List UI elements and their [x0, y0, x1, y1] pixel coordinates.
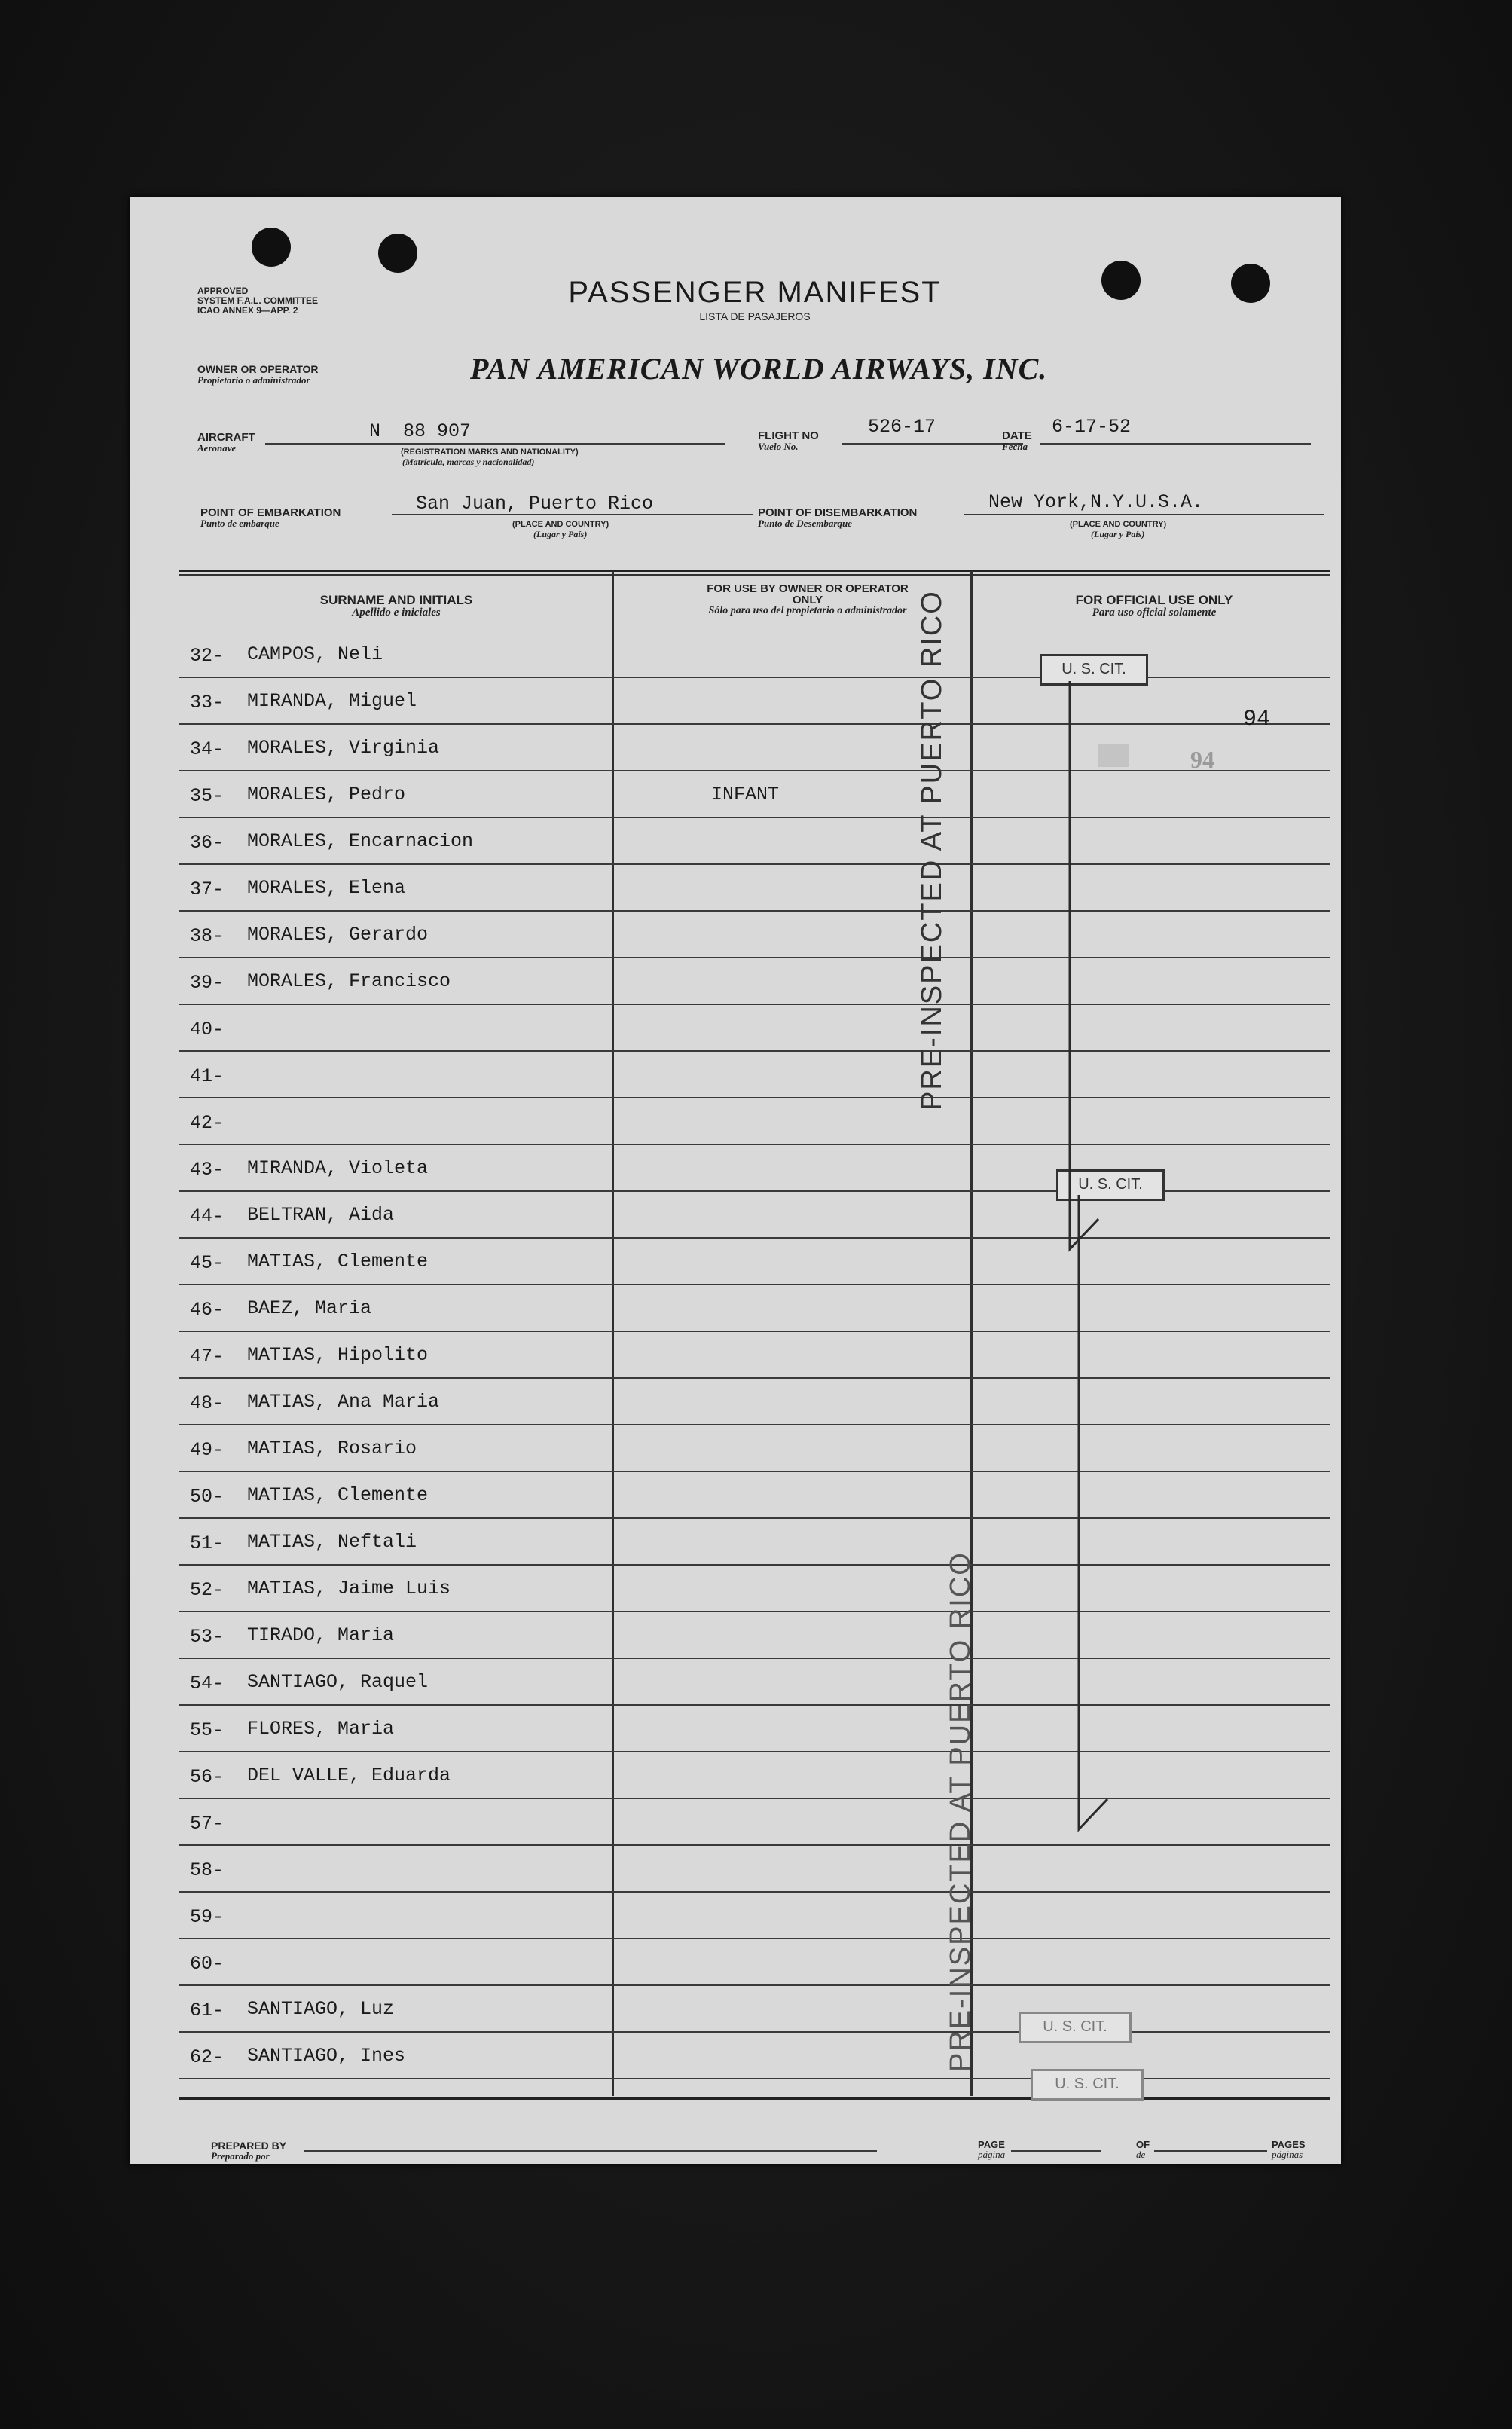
passenger-name: MATIAS, Clemente	[247, 1484, 429, 1506]
embark-place-note: (PLACE AND COUNTRY)	[512, 520, 609, 529]
punch-hole	[378, 234, 417, 273]
passenger-name: BAEZ, Maria	[247, 1297, 372, 1319]
row-number: 39-	[190, 972, 225, 994]
passenger-name: MORALES, Elena	[247, 877, 406, 899]
col-official-header: FOR OFFICIAL USE ONLY Para uso oficial solamente	[1075, 593, 1233, 619]
passenger-name: MATIAS, Neftali	[247, 1531, 417, 1553]
check-brackets	[1056, 677, 1207, 2063]
row-number: 62-	[190, 2046, 225, 2068]
row-number: 58-	[190, 1859, 225, 1881]
disembark-place-note-es: (Lugar y País)	[1091, 529, 1145, 539]
table-row	[130, 631, 1341, 678]
us-cit-stamp: U. S. CIT.	[1040, 654, 1148, 686]
passenger-name: DEL VALLE, Eduarda	[247, 1764, 451, 1786]
row-number: 52-	[190, 1579, 225, 1601]
passenger-name: CAMPOS, Neli	[247, 643, 383, 665]
date-value: 6-17-52	[1052, 416, 1132, 438]
disembark-label-es: Punto de Desembarque	[758, 518, 852, 529]
count-94: 94	[1243, 707, 1271, 732]
row-number: 32-	[190, 645, 225, 667]
aircraft-label: AIRCRAFT	[197, 431, 255, 444]
punch-hole	[252, 228, 291, 267]
embark-value: San Juan, Puerto Rico	[416, 493, 654, 515]
prepared-label: PREPARED BY Preparado por	[211, 2140, 287, 2162]
row-number: 34-	[190, 738, 225, 760]
row-number: 46-	[190, 1299, 225, 1321]
passenger-name: SANTIAGO, Raquel	[247, 1671, 429, 1693]
prepared-underline	[304, 2150, 877, 2152]
punch-hole	[1101, 261, 1141, 300]
aircraft-label-es: Aeronave	[197, 442, 237, 454]
preinspected-stamp-1: PRE-INSPECTED AT PUERTO RICO	[916, 590, 948, 1111]
row-number: 41-	[190, 1065, 225, 1087]
row-number: 38-	[190, 925, 225, 947]
us-cit-stamp: U. S. CIT.	[1056, 1169, 1165, 1201]
col-owner-header: FOR USE BY OWNER OR OPERATOR ONLY Sólo para uso del propietario o administrador	[707, 582, 909, 616]
date-underline	[1040, 443, 1311, 445]
passenger-name: MORALES, Encarnacion	[247, 830, 474, 852]
registration-note: (REGISTRATION MARKS AND NATIONALITY)	[401, 448, 579, 457]
passenger-name: MIRANDA, Miguel	[247, 690, 417, 712]
us-cit-stamp: U. S. CIT.	[1031, 2069, 1144, 2101]
flight-label: FLIGHT NO	[758, 429, 819, 442]
page-underline	[1011, 2150, 1101, 2152]
row-number: 47-	[190, 1346, 225, 1367]
table-bottom-rule	[179, 2097, 1330, 2100]
page-title: PASSENGER MANIFEST	[568, 276, 942, 309]
row-number: 49-	[190, 1439, 225, 1461]
passenger-name: MORALES, Gerardo	[247, 924, 429, 946]
row-number: 40-	[190, 1019, 225, 1040]
passenger-name: MORALES, Pedro	[247, 784, 406, 805]
flight-underline	[842, 443, 1023, 445]
pages-label: PAGES páginas	[1272, 2139, 1306, 2160]
passenger-name: MIRANDA, Violeta	[247, 1157, 429, 1179]
owner-value: PAN AMERICAN WORLD AIRWAYS, INC.	[470, 352, 1048, 386]
row-number: 60-	[190, 1953, 225, 1975]
preinspected-stamp-2: PRE-INSPECTED AT PUERTO RICO	[945, 1551, 976, 2072]
approval-note: APPROVED SYSTEM F.A.L. COMMITTEE ICAO ANNEX 9—APP. 2	[197, 286, 319, 316]
owner-label-es: Propietario o administrador	[197, 374, 310, 386]
row-number: 44-	[190, 1205, 225, 1227]
row-number: 61-	[190, 2000, 225, 2021]
passenger-name: MATIAS, Clemente	[247, 1251, 429, 1273]
passenger-name: FLORES, Maria	[247, 1718, 395, 1740]
date-label: DATE	[1002, 429, 1032, 442]
passenger-name: BELTRAN, Aida	[247, 1204, 395, 1226]
registration-note-es: (Matrícula, marcas y nacionalidad)	[402, 457, 535, 467]
manifest-page	[130, 197, 1341, 2164]
passenger-name: MATIAS, Rosario	[247, 1438, 417, 1459]
punch-hole	[1231, 264, 1270, 303]
disembark-place-note: (PLACE AND COUNTRY)	[1070, 520, 1167, 529]
row-number: 43-	[190, 1159, 225, 1181]
row-number: 45-	[190, 1252, 225, 1274]
passenger-name: MATIAS, Hipolito	[247, 1344, 429, 1366]
flight-label-es: Vuelo No.	[758, 441, 799, 452]
passenger-name: MORALES, Virginia	[247, 737, 440, 759]
operator-note: INFANT	[711, 784, 780, 805]
date-label-es: Fecha	[1002, 441, 1028, 452]
row-number: 33-	[190, 692, 225, 713]
passenger-name: MORALES, Francisco	[247, 970, 451, 992]
row-number: 56-	[190, 1766, 225, 1788]
disembark-value: New York,N.Y.U.S.A.	[988, 491, 1204, 513]
embark-label-es: Punto de embarque	[200, 518, 279, 529]
table-top-rule-2	[179, 574, 1330, 576]
embark-label: POINT OF EMBARKATION	[200, 506, 341, 519]
count-94-faint: 94	[1190, 746, 1214, 773]
passenger-name: MATIAS, Jaime Luis	[247, 1578, 451, 1599]
row-number: 36-	[190, 832, 225, 854]
flight-value: 526-17	[868, 416, 936, 438]
row-number: 57-	[190, 1813, 225, 1835]
row-number: 42-	[190, 1112, 225, 1134]
page-label: PAGE página	[978, 2139, 1006, 2160]
row-number: 48-	[190, 1392, 225, 1414]
disembark-label: POINT OF DISEMBARKATION	[758, 506, 918, 519]
owner-label: OWNER OR OPERATOR	[197, 363, 319, 375]
row-number: 37-	[190, 878, 225, 900]
row-number: 54-	[190, 1673, 225, 1694]
page-subtitle: LISTA DE PASAJEROS	[699, 310, 811, 322]
row-number: 53-	[190, 1626, 225, 1648]
of-underline	[1154, 2150, 1267, 2152]
table-top-rule	[179, 570, 1330, 572]
disembark-underline	[964, 514, 1324, 515]
row-number: 55-	[190, 1719, 225, 1741]
row-number: 51-	[190, 1532, 225, 1554]
aircraft-underline	[265, 443, 725, 445]
row-number: 35-	[190, 785, 225, 807]
row-number: 50-	[190, 1486, 225, 1508]
row-rule	[179, 2078, 1330, 2079]
passenger-name: MATIAS, Ana Maria	[247, 1391, 440, 1413]
aircraft-value: N 88 907	[369, 420, 472, 442]
passenger-name: SANTIAGO, Ines	[247, 2045, 406, 2067]
passenger-name: TIRADO, Maria	[247, 1624, 395, 1646]
embark-place-note-es: (Lugar y País)	[533, 529, 588, 539]
of-label: OF de	[1136, 2139, 1150, 2160]
us-cit-stamp: U. S. CIT.	[1019, 2012, 1132, 2043]
col-surname-header: SURNAME AND INITIALS Apellido e iniciales	[319, 593, 473, 619]
passenger-name: SANTIAGO, Luz	[247, 1998, 395, 2020]
row-number: 59-	[190, 1906, 225, 1928]
